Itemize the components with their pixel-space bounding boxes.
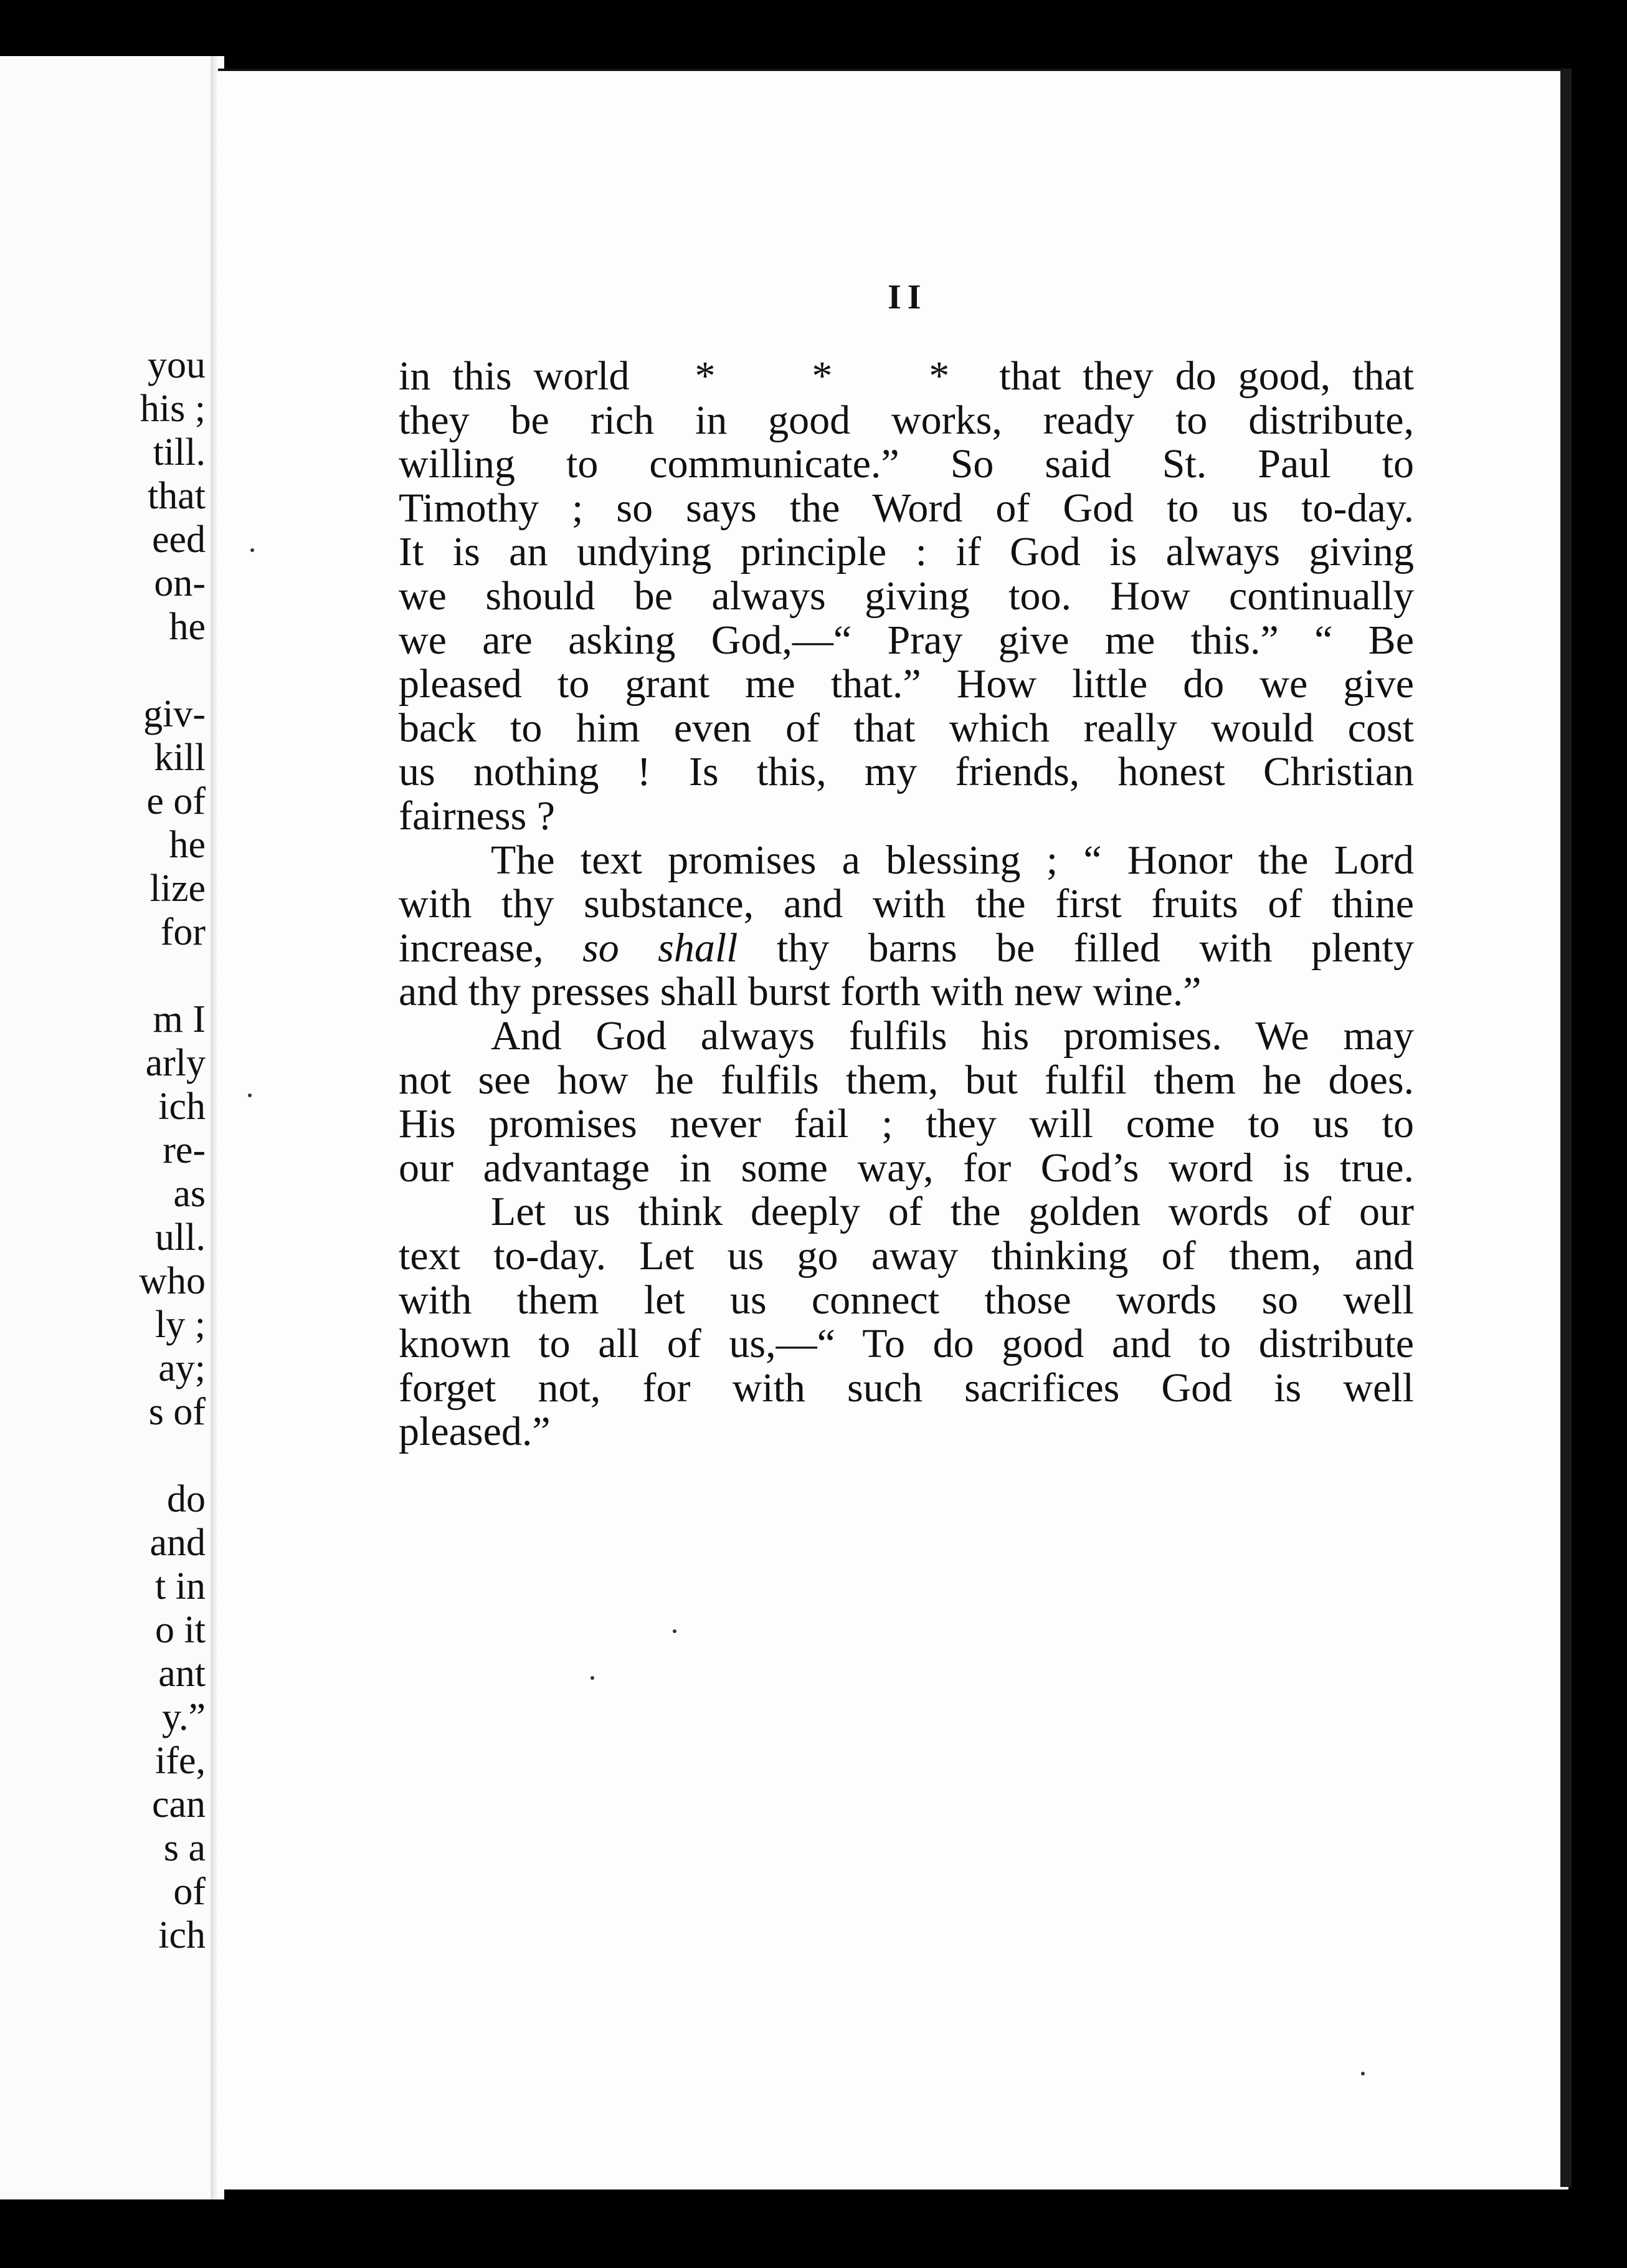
left-page-line: can — [151, 1783, 206, 1826]
text-line: Let us think deeply of the golden words of our — [491, 1189, 1414, 1235]
text-line: known to all of us,—“ To do good and to distribute — [399, 1321, 1414, 1367]
left-page-line: ife, — [155, 1740, 206, 1782]
left-page-line: that — [148, 475, 206, 517]
text-segment: thy barns be filled with plenty — [776, 925, 1415, 971]
text-line: forget not, for with such sacrifices God is well — [399, 1365, 1414, 1411]
text-line: us nothing ! Is this, my friends, honest Christian — [399, 749, 1414, 795]
text-line: His promises never fail ; they will come to us to — [399, 1101, 1414, 1147]
text-segment: in this world — [399, 353, 630, 399]
text-line: pleased.” — [399, 1409, 551, 1455]
page-number: II — [888, 278, 927, 317]
text-line: our advantage in some way, for God’s word is true. — [399, 1145, 1414, 1191]
left-page-line: giv- — [143, 693, 206, 735]
text-line: pleased to grant me that.” How little do we give — [399, 661, 1414, 707]
text-segment: that they do good, that — [999, 353, 1415, 399]
left-page-line: he — [169, 606, 206, 648]
left-page-line: ull. — [155, 1216, 206, 1259]
text-line: with them let us connect those words so well — [399, 1277, 1414, 1323]
left-page-line: ay; — [158, 1347, 206, 1389]
text-line: And God always fulfils his promises. We may — [491, 1013, 1414, 1059]
left-page-line: till. — [153, 431, 206, 474]
scan-speck — [248, 1094, 252, 1097]
text-line: we should be always giving too. How continually — [399, 573, 1414, 619]
left-page-fragment — [0, 56, 212, 2199]
left-page-line: arly — [145, 1042, 206, 1084]
text-line: back to him even of that which really would cost — [399, 705, 1414, 751]
left-page-line: y.” — [162, 1696, 206, 1738]
left-page-line: and — [149, 1522, 206, 1564]
left-page-line: you — [148, 344, 206, 386]
text-line: fairness ? — [399, 793, 556, 839]
scan-speck — [250, 548, 254, 552]
left-page-line: who — [139, 1260, 206, 1302]
scan-speck — [591, 1676, 594, 1680]
left-page-line: as — [173, 1173, 206, 1215]
left-page-line: s of — [148, 1391, 206, 1433]
left-page-line: on- — [154, 562, 206, 604]
left-page-line: do — [167, 1478, 206, 1520]
text-line: It is an undying principle : if God is always giving — [399, 529, 1414, 575]
left-page-line: s a — [163, 1827, 206, 1869]
left-page-line: for — [160, 911, 206, 953]
left-page-line: ly ; — [155, 1303, 206, 1346]
left-page-line: re- — [163, 1129, 206, 1171]
italic-emphasis: so shall — [582, 925, 738, 971]
page-edge — [1560, 69, 1572, 2187]
text-line — [399, 354, 1414, 399]
text-line: with thy substance, and with the first fruits of thine — [399, 881, 1414, 927]
left-page-line: ich — [158, 1914, 206, 1956]
scan-speck — [673, 1629, 676, 1633]
left-page-line: o it — [155, 1609, 206, 1651]
left-page-line: his ; — [140, 388, 206, 430]
left-page-line: lize — [149, 867, 206, 910]
left-page-line: kill — [154, 736, 206, 779]
text-line: they be rich in good works, ready to distribute, — [399, 397, 1414, 443]
ellipsis-stars: * * * — [695, 353, 987, 399]
text-segment: increase, — [399, 925, 544, 971]
text-line: not see how he fulfils them, but fulfil them he does. — [399, 1057, 1414, 1103]
text-line: we are asking God,—“ Pray give me this.” “ Be — [399, 617, 1414, 663]
left-page-line: eed — [151, 518, 206, 561]
text-line: The text promises a blessing ; “ Honor the Lord — [491, 837, 1414, 883]
left-page-line: m I — [153, 998, 206, 1041]
left-page-line: ant — [158, 1652, 206, 1695]
text-line: Timothy ; so says the Word of God to us to-day. — [399, 485, 1414, 531]
text-line: and thy presses shall burst forth with new wine.” — [399, 969, 1202, 1015]
left-page-line: t in — [155, 1565, 206, 1608]
left-page-line: e of — [146, 780, 206, 822]
left-page-line: ich — [158, 1085, 206, 1128]
scan-speck — [1361, 2072, 1365, 2075]
left-page-line: of — [173, 1870, 206, 1913]
left-page-line: he — [169, 824, 206, 866]
text-line: willing to communicate.” So said St. Paul to — [399, 441, 1414, 487]
text-line: text to-day. Let us go away thinking of them, and — [399, 1233, 1414, 1279]
text-line — [399, 926, 1414, 971]
